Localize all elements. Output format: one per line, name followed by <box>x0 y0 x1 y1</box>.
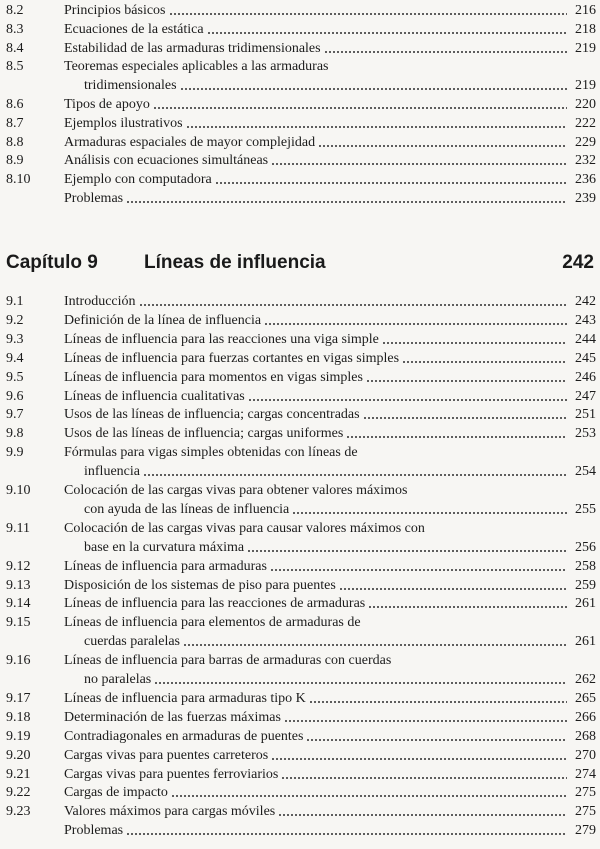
dot-leader <box>247 549 567 553</box>
toc-entry-number: 9.8 <box>6 426 24 442</box>
toc-entry-title: Cargas de impacto <box>64 785 168 801</box>
toc-entry-title: Usos de las líneas de influencia; cargas uniformes <box>64 426 344 442</box>
toc-entry-page: 232 <box>575 153 596 169</box>
toc-entry-line <box>64 152 600 170</box>
toc-entry-number: 9.7 <box>6 407 24 423</box>
toc-entry-page: 261 <box>575 634 596 650</box>
dot-leader <box>126 832 567 836</box>
toc-entry-number: 9.15 <box>6 615 31 631</box>
toc-entry-line <box>64 690 600 708</box>
toc-entry-title: Armaduras espaciales de mayor complejidad <box>64 134 316 150</box>
toc-entry-title: cuerdas paralelas <box>84 634 180 650</box>
toc-entry-title: Problemas <box>64 823 124 839</box>
dot-leader <box>171 794 567 798</box>
toc-entry-page: 279 <box>575 823 596 839</box>
toc-entry-number: 9.6 <box>6 388 24 404</box>
dot-leader <box>366 379 567 383</box>
dot-leader <box>270 568 567 572</box>
toc-entry-line <box>64 520 600 538</box>
toc-entry-number: 9.19 <box>6 728 31 744</box>
toc-entry-title: Líneas de influencia cualitativas <box>64 388 245 404</box>
toc-entry-title: Usos de las líneas de influencia; cargas concentradas <box>64 407 360 423</box>
chapter-label: Capítulo 9 <box>6 252 98 273</box>
toc-entry-title: Teoremas especiales aplicables a las armaduras <box>64 59 329 75</box>
toc-entry-page: 270 <box>575 747 596 763</box>
toc-entry-title: Líneas de influencia para las reacciones una viga simple <box>64 331 379 347</box>
toc-entry-title: Ecuaciones de la estática <box>64 21 204 37</box>
toc-entry-title: Cargas vivas para puentes carreteros <box>64 747 269 763</box>
toc-entry-page: 239 <box>575 191 596 206</box>
toc-entry-number: 9.1 <box>6 294 24 309</box>
dot-leader <box>318 144 567 148</box>
toc-entry-page: 265 <box>575 690 596 706</box>
dot-leader <box>139 303 567 307</box>
toc-entry-number: 9.18 <box>6 709 31 725</box>
toc-entry-line <box>64 709 600 727</box>
toc-entry-line <box>84 463 600 481</box>
toc-entry-line <box>64 21 600 39</box>
toc-entry-page: 245 <box>575 350 596 366</box>
toc-entry-title: Líneas de influencia para barras de armaduras con cuerdas <box>64 653 392 669</box>
toc-entry-page: 220 <box>575 97 596 112</box>
toc-entry-line <box>64 784 600 802</box>
toc-entry-title: Introducción <box>64 294 136 309</box>
dot-leader <box>363 416 567 420</box>
dot-leader <box>264 322 567 326</box>
toc-entry-line <box>64 388 600 406</box>
toc-entry-line <box>64 482 600 500</box>
toc-entry-title: Problemas <box>64 191 124 206</box>
dot-leader <box>143 473 567 477</box>
toc-entry-page: 243 <box>575 312 596 328</box>
toc-entry-title: Líneas de influencia para elementos de armaduras de <box>64 615 361 631</box>
toc-entry-page: 244 <box>575 331 596 347</box>
toc-entry-number: 9.10 <box>6 483 31 498</box>
toc-entry-title: Principios básicos <box>64 3 166 18</box>
toc-entry-page: 242 <box>575 294 596 309</box>
toc-entry-line <box>64 40 600 58</box>
toc-entry-line <box>64 115 600 133</box>
toc-entry-number: 9.14 <box>6 596 31 612</box>
toc-entry-number: 8.9 <box>6 153 24 169</box>
toc-entry-line <box>64 312 600 330</box>
toc-entry-line <box>84 671 600 689</box>
toc-entry-title: Estabilidad de las armaduras tridimensionales <box>64 40 321 56</box>
dot-leader <box>271 757 567 761</box>
toc-entry-title: influencia <box>84 464 140 480</box>
dot-leader <box>169 12 568 16</box>
toc-entry-title: base en la curvatura máxima <box>84 539 245 555</box>
toc-entry-title: Ejemplos ilustrativos <box>64 115 183 131</box>
toc-entry-number: 9.12 <box>6 558 31 574</box>
toc-entry-line <box>64 171 600 189</box>
dot-leader <box>306 738 567 742</box>
toc-entry-title: Disposición de los sistemas de piso para puentes <box>64 577 336 593</box>
toc-entry-number: 9.17 <box>6 690 31 706</box>
chapter-9-heading <box>6 250 594 278</box>
toc-entry-line <box>64 134 600 152</box>
dot-leader <box>382 341 567 345</box>
toc-entry-line <box>64 803 600 821</box>
toc-entry-line <box>64 728 600 746</box>
toc-entry-number: 9.22 <box>6 785 31 801</box>
dot-leader <box>281 776 567 780</box>
dot-leader <box>368 605 567 609</box>
toc-entry-title: Líneas de influencia para las reacciones de armaduras <box>64 596 366 612</box>
toc-entry-page: 219 <box>575 40 596 56</box>
toc-entry-page: 236 <box>575 172 596 188</box>
dot-leader <box>346 435 567 439</box>
dot-leader <box>309 700 567 704</box>
toc-entry-number: 9.2 <box>6 312 24 328</box>
toc-entry-line <box>64 293 600 311</box>
toc-entry-title: Cargas vivas para puentes ferroviarios <box>64 766 279 782</box>
dot-leader <box>154 681 567 685</box>
toc-entry-line <box>84 539 600 557</box>
toc-entry-line <box>64 96 600 114</box>
toc-entry-line <box>84 77 600 95</box>
dot-leader <box>153 106 567 110</box>
dot-leader <box>186 125 567 129</box>
toc-entry-line <box>64 190 600 208</box>
toc-entry-title: Líneas de influencia para armaduras tipo K <box>64 690 306 706</box>
dot-leader <box>284 719 567 723</box>
dot-leader <box>271 162 567 166</box>
dot-leader <box>215 181 567 185</box>
toc-entry-number: 8.2 <box>6 3 24 18</box>
dot-leader <box>126 200 567 204</box>
toc-entry-number: 9.3 <box>6 331 24 347</box>
dot-leader <box>292 511 567 515</box>
dot-leader <box>339 587 567 591</box>
toc-entry-number: 9.11 <box>6 520 30 536</box>
toc-entry-line <box>64 652 600 670</box>
dot-leader <box>248 398 567 402</box>
toc-entry-number: 8.3 <box>6 21 24 37</box>
toc-entry-title: Definición de la línea de influencia <box>64 312 262 328</box>
toc-entry-number: 9.23 <box>6 804 31 820</box>
toc-entry-title: Colocación de las cargas vivas para obtener valores máximos <box>64 483 408 498</box>
toc-entry-line <box>64 595 600 613</box>
toc-entry-page: 218 <box>575 21 596 37</box>
toc-entry-number: 8.7 <box>6 115 24 131</box>
toc-entry-line <box>64 369 600 387</box>
toc-entry-page: 216 <box>575 3 596 18</box>
toc-entry-line <box>84 501 600 519</box>
toc-entry-number: 8.8 <box>6 134 24 150</box>
toc-entry-line <box>64 425 600 443</box>
toc-entry-line <box>64 577 600 595</box>
toc-entry-page: 251 <box>575 407 596 423</box>
toc-entry-page: 246 <box>575 369 596 385</box>
toc-entry-page: 256 <box>575 539 596 555</box>
toc-entry-number: 9.4 <box>6 350 24 366</box>
toc-entry-number: 9.20 <box>6 747 31 763</box>
chapter-title: Líneas de influencia <box>144 252 326 273</box>
dot-leader <box>324 50 567 54</box>
toc-entry-page: 259 <box>575 577 596 593</box>
toc-entry-number: 9.21 <box>6 766 31 782</box>
toc-entry-line <box>64 766 600 784</box>
toc-entry-number: 8.4 <box>6 40 24 56</box>
toc-entry-line <box>64 747 600 765</box>
toc-entry-title: Análisis con ecuaciones simultáneas <box>64 153 269 169</box>
toc-entry-title: no paralelas <box>84 671 152 687</box>
toc-entry-title: Fórmulas para vigas simples obtenidas con líneas de <box>64 445 358 461</box>
toc-entry-number: 8.10 <box>6 172 31 188</box>
toc-entry-page: 268 <box>575 728 596 744</box>
dot-leader <box>180 87 567 91</box>
toc-entry-number: 9.13 <box>6 577 31 593</box>
toc-entry-number: 9.5 <box>6 369 24 385</box>
toc-entry-page: 262 <box>575 671 596 687</box>
toc-entry-page: 255 <box>575 501 596 517</box>
toc-entry-title: Tipos de apoyo <box>64 97 150 112</box>
toc-entry-page: 266 <box>575 709 596 725</box>
toc-entry-title: Contradiagonales en armaduras de puentes <box>64 728 304 744</box>
toc-entry-title: Líneas de influencia para fuerzas cortantes en vigas simples <box>64 350 400 366</box>
toc-entry-title: Valores máximos para cargas móviles <box>64 804 276 820</box>
toc-entry-line <box>64 331 600 349</box>
toc-entry-line <box>64 444 600 462</box>
toc-entry-title: Líneas de influencia para momentos en vigas simples <box>64 369 363 385</box>
dot-leader <box>207 31 567 35</box>
toc-entry-number: 9.16 <box>6 653 31 669</box>
toc-entry-number: 8.5 <box>6 59 24 75</box>
dot-leader <box>278 813 567 817</box>
toc-entry-page: 222 <box>575 115 596 131</box>
toc-entry-title: Determinación de las fuerzas máximas <box>64 709 281 725</box>
toc-entry-title: Colocación de las cargas vivas para causar valores máximos con <box>64 520 425 536</box>
toc-entry-title: Ejemplo con computadora <box>64 172 212 188</box>
toc-entry-page: 229 <box>575 134 596 150</box>
toc-entry-line <box>64 350 600 368</box>
dot-leader <box>402 360 567 364</box>
toc-entry-line <box>64 822 600 840</box>
toc-entry-line <box>64 558 600 576</box>
chapter-page: 242 <box>562 252 594 273</box>
toc-entry-page: 254 <box>575 464 596 480</box>
toc-entry-line <box>64 614 600 632</box>
toc-entry-line <box>64 406 600 424</box>
toc-entry-line <box>64 58 600 76</box>
toc-entry-page: 275 <box>575 785 596 801</box>
toc-entry-number: 8.6 <box>6 97 24 112</box>
toc-entry-page: 253 <box>575 426 596 442</box>
toc-entry-page: 247 <box>575 388 596 404</box>
toc-entry-page: 219 <box>575 78 596 94</box>
toc-entry-page: 258 <box>575 558 596 574</box>
toc-entry-title: Líneas de influencia para armaduras <box>64 558 267 574</box>
toc-entry-title: con ayuda de las líneas de influencia <box>84 501 290 517</box>
toc-entry-title: tridimensionales <box>84 78 177 94</box>
toc-entry-page: 274 <box>575 766 596 782</box>
toc-entry-line <box>84 633 600 651</box>
toc-entry-page: 275 <box>575 804 596 820</box>
toc-entry-number: 9.9 <box>6 445 24 461</box>
toc-entry-line <box>64 2 600 20</box>
dot-leader <box>183 643 567 647</box>
toc-entry-page: 261 <box>575 596 596 612</box>
